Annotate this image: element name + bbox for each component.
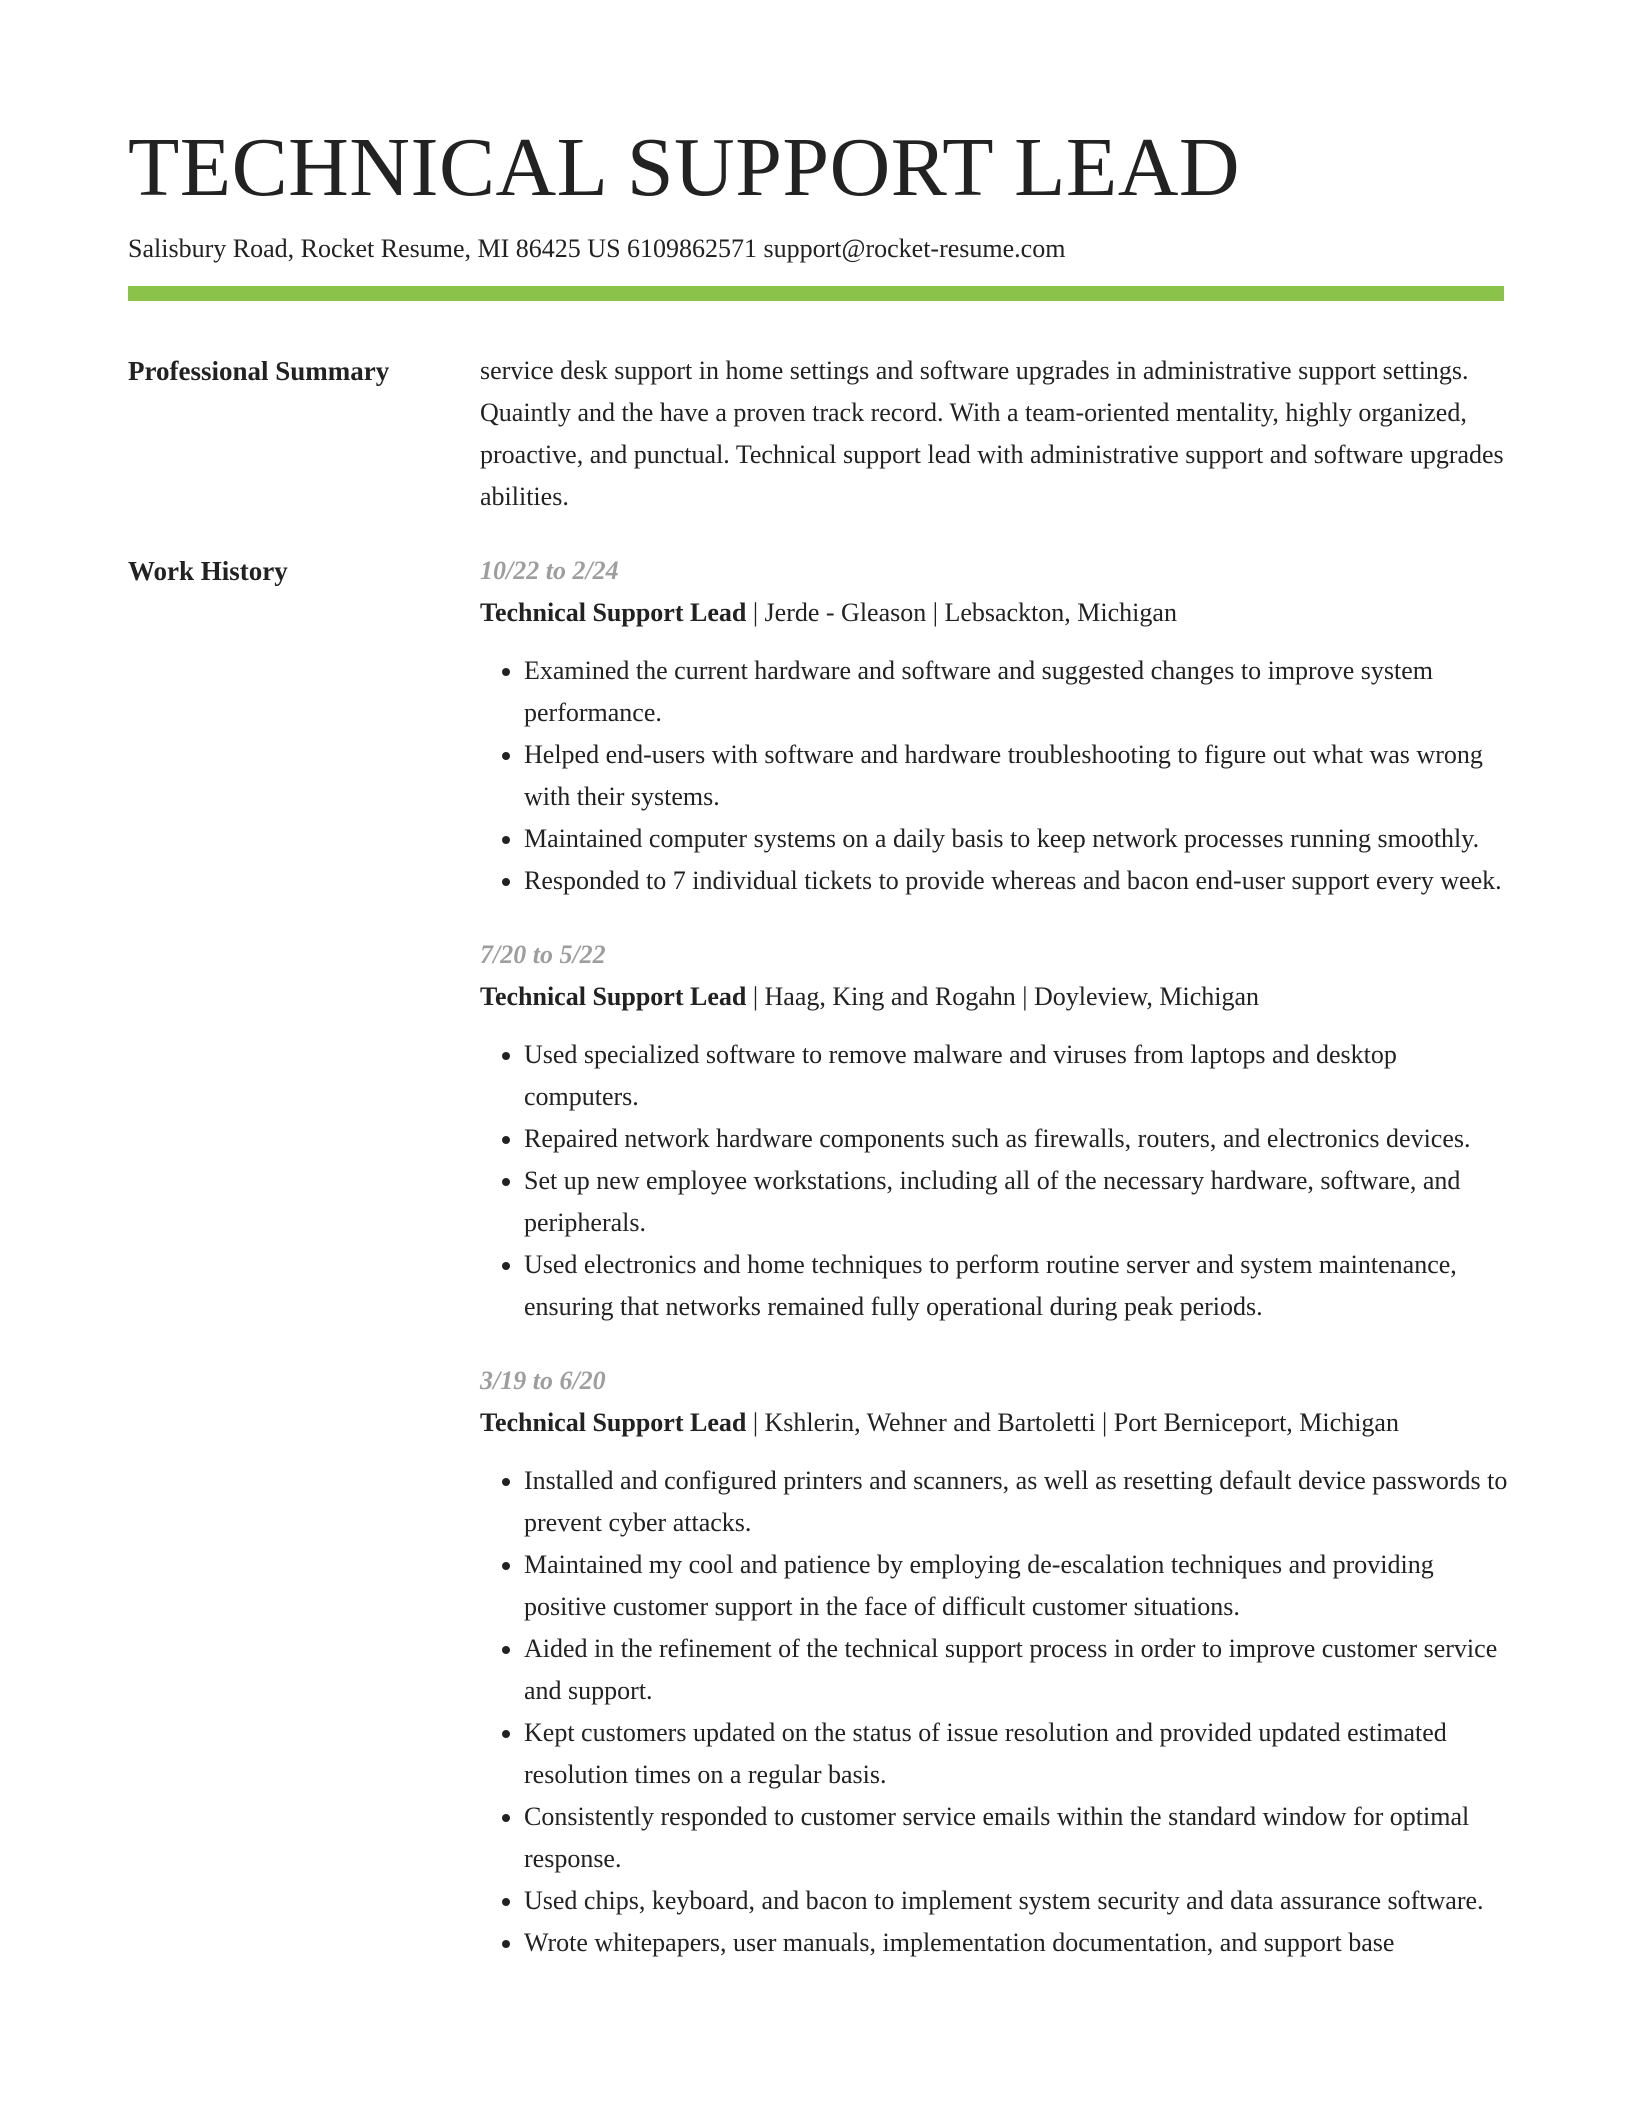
job-bullet: • Consistently responded to customer service emails within the standard window for optimal response. [524,1796,1510,1880]
resume-title: TECHNICAL SUPPORT LEAD [128,121,1241,214]
job-bullet: • Kept customers updated on the status of issue resolution and provided updated estimated resolution times on a regular basis. [524,1712,1510,1796]
job-title-line [480,976,1510,1018]
job-bullet: • Set up new employee workstations, including all of the necessary hardware, software, and peripherals. [524,1160,1510,1244]
job-bullet: • Helped end-users with software and hardware troubleshooting to figure out what was wrong with their systems. [524,734,1510,818]
job-bullets [480,1034,1510,1328]
job-details: | Kshlerin, Wehner and Bartoletti | Port Berniceport, Michigan [746,1408,1399,1437]
summary-label: Professional Summary [128,356,390,386]
job-bullets [480,1460,1510,1964]
job-dates: 3/19 to 6/20 [480,1366,606,1395]
job-title-line [480,1402,1510,1444]
job-entry [480,934,1510,1328]
contact-line: Salisbury Road, Rocket Resume, MI 86425 US 6109862571 support@rocket-resume.com [128,234,1066,263]
job-entry [480,1360,1510,1964]
job-details: | Haag, King and Rogahn | Doyleview, Michigan [746,982,1260,1011]
job-bullet: • Maintained computer systems on a daily basis to keep network processes running smoothly. [524,818,1510,860]
job-bullet: • Installed and configured printers and scanners, as well as resetting default device passwords to prevent cyber attacks. [524,1460,1510,1544]
job-bullet: • Examined the current hardware and software and suggested changes to improve system performance. [524,650,1510,734]
job-bullets [480,650,1510,902]
job-bullet: • Maintained my cool and patience by employing de-escalation techniques and providing positive customer support in the face of difficult customer situations. [524,1544,1510,1628]
job-bullet: • Used electronics and home techniques to perform routine server and system maintenance, ensuring that networks remained fully operational during peak periods. [524,1244,1510,1328]
job-bullet: • Repaired network hardware components such as firewalls, routers, and electronics devices. [524,1118,1510,1160]
job-bullet: • Used chips, keyboard, and bacon to implement system security and data assurance software. [524,1880,1510,1922]
job-bullet: • Wrote whitepapers, user manuals, implementation documentation, and support base [524,1922,1510,1964]
summary-section [480,350,1510,518]
job-details: | Jerde - Gleason | Lebsackton, Michigan [746,598,1177,627]
job-bullet: • Aided in the refinement of the technical support process in order to improve customer service and support. [524,1628,1510,1712]
job-title: Technical Support Lead [480,1408,747,1437]
work-history-section [480,550,1510,1996]
job-entry [480,550,1510,902]
job-dates: 10/22 to 2/24 [480,556,619,585]
job-bullet: • Responded to 7 individual tickets to provide whereas and bacon end-user support every week. [524,860,1510,902]
job-bullet: • Used specialized software to remove malware and viruses from laptops and desktop computers. [524,1034,1510,1118]
job-dates: 7/20 to 5/22 [480,940,606,969]
work-history-label: Work History [128,556,288,586]
job-title-line [480,592,1510,634]
job-title: Technical Support Lead [480,598,747,627]
accent-divider [128,286,1504,301]
job-title: Technical Support Lead [480,982,747,1011]
summary-text: service desk support in home settings and software upgrades in administrative support settings. Quaintly and the have a proven track record. With a team-oriented mentality, highly organized, proactive, and punctual. Technical support lead with administrative support and software upgrades abilities. [480,356,1504,511]
